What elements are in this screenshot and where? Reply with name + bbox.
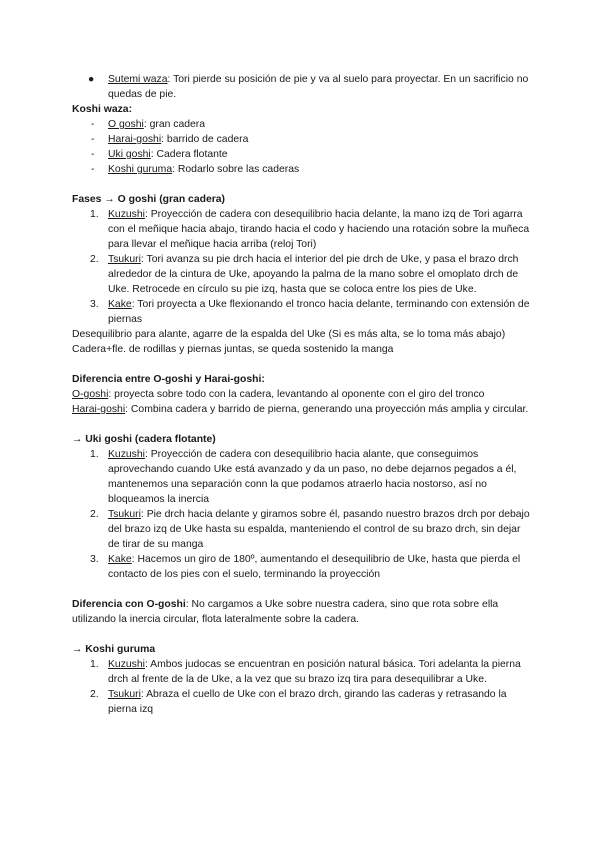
comparison-line: Harai-goshi: Combina cadera y barrido de pierna, generando una proyección más amplia y circular. xyxy=(72,404,529,415)
heading-uki-goshi: → Uki goshi (cadera flotante) xyxy=(72,434,216,445)
term-uki-goshi: Uki goshi xyxy=(108,149,151,160)
heading-fases-o-goshi: Fases → O goshi (gran cadera) xyxy=(72,194,226,205)
note-paragraph: Desequilibrio para alante, agarre de la espalda del Uke (Si es más alta, se lo toma más abajo) xyxy=(72,329,506,340)
heading-diferencia-o-harai: Diferencia entre O-goshi y Harai-goshi: xyxy=(72,374,265,385)
step-item: 2. Tsukuri: Abraza el cuello de Uke con el brazo drch, girando las caderas y retrasando la pierna izq xyxy=(90,689,507,715)
list-item: - O goshi: gran cadera xyxy=(91,119,206,130)
document-page xyxy=(72,72,530,717)
definition-text: : Tori pierde su posición de pie y va al suelo para proyectar. En un sacrificio no quedas de pie. xyxy=(108,74,529,100)
term-o-goshi: O goshi xyxy=(108,119,144,130)
step-item: 3. Kake: Tori proyecta a Uke flexionando el tronco hacia delante, terminando con extensión de piernas xyxy=(90,299,530,325)
term-sutemi-waza: Sutemi waza xyxy=(108,74,168,85)
paragraph-diferencia-o-goshi: Diferencia con O-goshi: No cargamos a Uke sobre nuestra cadera, sino que rota sobre ella utilizando la inercia circular, flota lateralmente sobre la cadera. xyxy=(72,599,499,625)
step-item: 2. Tsukuri: Tori avanza su pie drch hacia el interior del pie drch de Uke, y pasa el brazo drch alrededor de la cintura de Uke, apoyando la palma de la mano sobre el omoplato drch de Uke. Retrocede en círculo su pie izq, hasta que se coloca entre los pies de Uke. xyxy=(90,254,519,295)
term-harai-goshi: Harai-goshi xyxy=(108,134,162,145)
step-item: 1. Kuzushi: Ambos judocas se encuentran en posición natural básica. Tori adelanta la pierna drch al frente de la de Uke, a la vez que su brazo izq tira para desequilibrar a Uke. xyxy=(90,659,521,685)
comparison-line: O-goshi: proyecta sobre todo con la cadera, levantando al oponente con el giro del tronco xyxy=(72,389,485,400)
step-item: 1. Kuzushi: Proyección de cadera con desequilibrio hacia delante, la mano izq de Tori agarra con el meñique hacia abajo, tirando hacia el codo y haciendo una rotación sobre la muñeca para llevar el meñique hacia arriba (reloj Tori) xyxy=(90,209,530,250)
note-paragraph: Cadera+fle. de rodillas y piernas juntas, se queda sostenido la manga xyxy=(72,344,394,355)
step-item: 3. Kake: Hacemos un giro de 180º, aumentando el desequilibrio de Uke, hasta que pierda el contacto de los pies con el suelo, terminando la proyección xyxy=(90,554,521,580)
step-item: 1. Kuzushi: Proyección de cadera con desequilibrio hacia alante, que conseguimos aprovechando cuando Uke está avanzado y da un paso, no debe dejarnos pegados a él, mantenemos una separación conn la que podamos atraerlo hacia nostorso, así no bloqueamos la inercia xyxy=(90,449,517,505)
list-item: - Harai-goshi: barrido de cadera xyxy=(91,134,249,145)
bullet-marker: ● xyxy=(88,74,95,85)
heading-koshi-guruma: → Koshi guruma xyxy=(72,644,156,655)
term-koshi-guruma: Koshi guruma xyxy=(108,164,173,175)
list-item: - Uki goshi: Cadera flotante xyxy=(91,149,228,160)
step-item: 2. Tsukuri: Pie drch hacia delante y giramos sobre él, pasando nuestro brazos drch por debajo del brazo izq de Uke hasta su espalda, manteniendo el control de su brazo drch, sin dejar de tirar de su manga xyxy=(90,509,530,550)
list-item: - Koshi guruma: Rodarlo sobre las caderas xyxy=(91,164,300,175)
heading-koshi-waza: Koshi waza: xyxy=(72,104,133,115)
bullet-item-sutemi-waza xyxy=(72,72,530,102)
